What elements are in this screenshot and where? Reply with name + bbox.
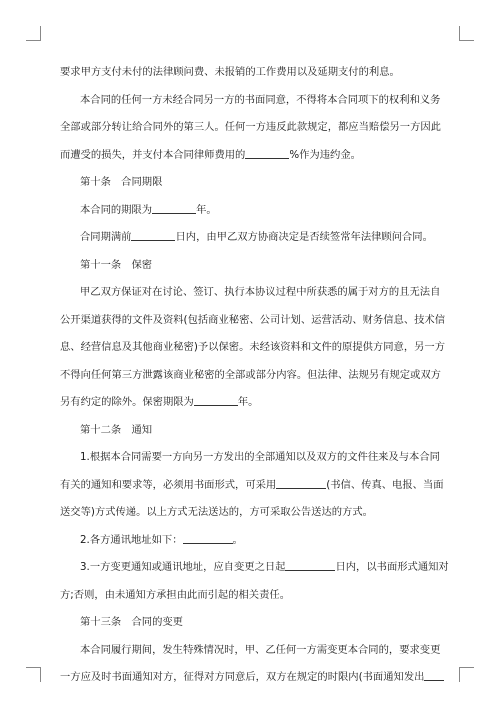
crop-mark-top-left — [26, 26, 41, 41]
section-heading: 第十二条 通知 — [80, 423, 153, 436]
text-line: 不得向任何第三方泄露该商业秘密的全部或部分内容。但法律、法规另有规定或双方 — [60, 368, 441, 381]
text-line — [60, 475, 442, 496]
text-fragment: 日内，由甲乙双方协商决定是否续签常年法律顾问合同。 — [175, 231, 433, 243]
document-body — [60, 62, 449, 688]
text-line — [60, 392, 442, 413]
text-fragment: 一方应及时书面通知对方，征得对方同意后，双方在规定的时限内(书面通知发出 — [60, 671, 425, 683]
text-fragment: 另有约定的除外。保密期限为 — [60, 396, 194, 408]
text-line: 送交等)方式传递。以上方式无法送达的，方可采取公告送达的方式。 — [60, 506, 373, 518]
fill-in-blank — [424, 668, 444, 681]
text-fragment: 而遭受的损失，并支付本合同律师费用的 — [60, 148, 246, 161]
text-fragment: 日内，以书面形式通知对 — [335, 561, 449, 573]
fill-in-blank — [194, 393, 238, 406]
text-fragment: 本合同的期限为 — [80, 203, 153, 216]
fill-in-blank — [183, 531, 233, 544]
crop-mark-top-right — [459, 26, 474, 41]
text-line — [60, 145, 442, 166]
section-heading: 第十一条 保密 — [80, 258, 153, 271]
crop-mark-bottom-right — [459, 667, 474, 682]
text-fragment: 。 — [232, 533, 243, 546]
section-heading: 第十三条 合同的变更 — [80, 616, 183, 628]
fill-in-blank — [285, 558, 335, 571]
fill-in-blank — [152, 201, 196, 214]
text-line: 甲乙双方保证对在讨论、签订、执行本协议过程中所获悉的属于对方的且无法自 — [80, 286, 441, 298]
text-line: 公开渠道获得的文件及资料(包括商业秘密、公司计划、运营活动、财务信息、技术信 — [60, 313, 445, 326]
fill-in-blank — [245, 146, 289, 159]
text-line: 息、经营信息及其他商业秘密)予以保密。未经该资料和文件的原提供方同意，另一方 — [60, 341, 445, 353]
text-line: 本合同的任何一方未经合同另一方的书面同意，不得将本合同项下的权利和义务 — [80, 93, 441, 106]
text-line: 方;否则，由未通知方承担由此而引起的相关责任。 — [60, 588, 290, 601]
text-line — [60, 200, 442, 221]
text-fragment: (书信、传真、电报、当面 — [326, 478, 444, 491]
text-line — [60, 557, 449, 578]
crop-mark-bottom-left — [26, 667, 41, 682]
text-fragment: 3.一方变更通知或通讯地址，应自变更之日起 — [80, 561, 286, 573]
fill-in-blank — [131, 228, 175, 241]
section-heading: 第十条 合同期限 — [80, 176, 163, 188]
text-line: 要求甲方支付未付的法律顾问费、未报销的工作费用以及延期支付的利息。 — [60, 66, 400, 78]
text-line — [60, 667, 442, 688]
text-line: 全部或部分转让给合同外的第三人。任何一方违反此款规定，都应当赔偿另一方因此 — [60, 121, 441, 133]
text-fragment: %作为违约金。 — [289, 148, 361, 161]
text-fragment: 年。 — [237, 396, 259, 408]
text-line — [60, 227, 442, 248]
text-fragment: 2.各方通讯地址如下： — [80, 533, 183, 546]
text-fragment: 年。 — [196, 203, 217, 216]
text-line: 1.根据本合同需要一方向另一方发出的全部通知以及双方的文件往来及与本合同 — [80, 451, 440, 463]
text-line: 本合同履行期间，发生特殊情况时，甲、乙任何一方需变更本合同的，要求变更 — [80, 643, 441, 656]
fill-in-blank — [276, 476, 326, 489]
text-fragment: 有关的通知和要求等，必须用书面形式，可采用 — [60, 478, 277, 491]
text-line — [60, 530, 442, 551]
text-fragment: 合同期满前 — [80, 231, 132, 243]
